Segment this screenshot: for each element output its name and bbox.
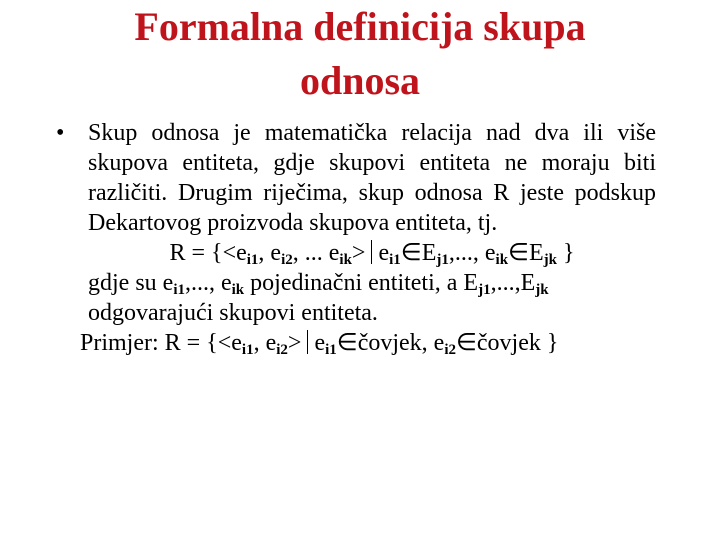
where-b: ,..., e bbox=[184, 270, 232, 296]
example-d: ∈čovjek, e bbox=[336, 330, 445, 356]
formula-sub-3: ik bbox=[339, 252, 352, 268]
where-sub-4: jk bbox=[535, 282, 549, 298]
where-line-1 bbox=[88, 268, 656, 298]
formula-sub-7: jk bbox=[543, 252, 557, 268]
example-sub-4: i2 bbox=[444, 342, 456, 358]
formula-in-2: ∈E bbox=[508, 240, 544, 266]
formula-separator bbox=[371, 240, 372, 264]
formula-dots: , ... e bbox=[292, 240, 340, 266]
where-sub-3: j1 bbox=[478, 282, 491, 298]
example-e: ∈čovjek } bbox=[455, 330, 559, 356]
formula-close: } bbox=[556, 240, 575, 266]
slide-body bbox=[56, 118, 656, 358]
example-line bbox=[56, 328, 656, 358]
bullet-icon: • bbox=[56, 120, 65, 146]
example-sub-3: i1 bbox=[325, 342, 337, 358]
example-separator bbox=[307, 330, 308, 354]
title-line-2: odnosa bbox=[299, 58, 421, 103]
formula-open: R = {<e bbox=[169, 240, 247, 266]
formula-gt: > bbox=[351, 240, 366, 266]
formula-sub-6: ik bbox=[495, 252, 509, 268]
formula-sub-1: i1 bbox=[246, 252, 259, 268]
bullet-item bbox=[56, 118, 656, 328]
example-a: Primjer: R = {<e bbox=[80, 330, 242, 356]
definition-paragraph: Skup odnosa je matematička relacija nad dva ili više skupova entiteta, gdje skupovi entiteta ne moraju biti različiti. Drugim riječima, skup odnosa R jeste podskup Dekartovog proizvoda skupova entiteta, tj. bbox=[88, 120, 656, 236]
formula-comma: , e bbox=[258, 240, 282, 266]
formula-in-1: ∈E bbox=[400, 240, 437, 266]
example-gt: > bbox=[287, 330, 302, 356]
formula-sub-2: i2 bbox=[281, 252, 293, 268]
example-sub-2: i2 bbox=[276, 342, 288, 358]
example-b: , e bbox=[253, 330, 277, 356]
formula-mid: ,..., e bbox=[448, 240, 496, 266]
where-sub-2: ik bbox=[231, 282, 245, 298]
where-a: gdje su e bbox=[88, 270, 174, 296]
title-line-1: Formalna definicija skupa bbox=[134, 4, 586, 49]
formula-sub-4: i1 bbox=[389, 252, 401, 268]
where-d: ,...,E bbox=[490, 270, 536, 296]
formula-e: e bbox=[378, 240, 390, 266]
where-sub-1: i1 bbox=[173, 282, 185, 298]
where-line-2: odgovarajući skupovi entiteta. bbox=[88, 300, 378, 326]
example-c: e bbox=[314, 330, 326, 356]
slide-title bbox=[0, 0, 720, 108]
formula-sub-5: j1 bbox=[436, 252, 449, 268]
relation-formula bbox=[88, 238, 656, 268]
where-c: pojedinačni entiteti, a E bbox=[244, 270, 479, 296]
example-sub-1: i1 bbox=[241, 342, 254, 358]
